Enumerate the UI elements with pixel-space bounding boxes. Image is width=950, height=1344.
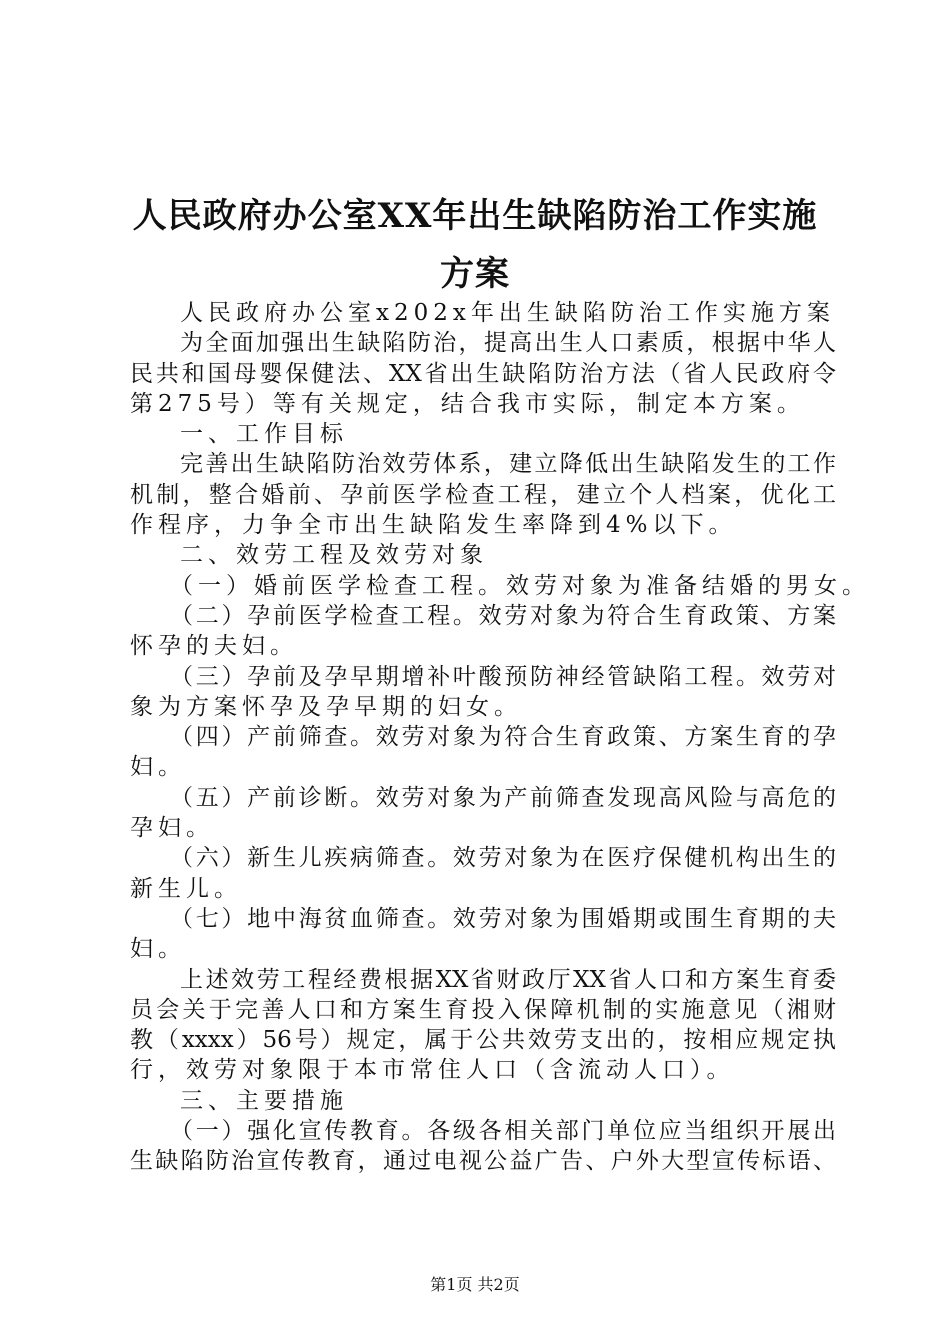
text-line: （五）产前诊断。效劳对象为产前筛查发现高风险与高危的 bbox=[170, 784, 836, 811]
text-line: 孕妇。 bbox=[130, 815, 214, 842]
text-line: （七）地中海贫血筛查。效劳对象为围婚期或围生育期的夫 bbox=[170, 905, 836, 932]
text-line: （一）婚前医学检查工程。效劳对象为准备结婚的男女。 bbox=[170, 572, 870, 599]
text-line: 作程序，力争全市出生缺陷发生率降到4%以下。 bbox=[130, 512, 737, 539]
text-line: （二）孕前医学检查工程。效劳对象为符合生育政策、方案 bbox=[170, 602, 836, 629]
text-line: 新生儿。 bbox=[130, 875, 242, 902]
text-line: （四）产前筛查。效劳对象为符合生育政策、方案生育的孕 bbox=[170, 724, 836, 751]
text-line: 为全面加强出生缺陷防治，提高出生人口素质，根据中华人 bbox=[180, 330, 836, 357]
text-line: 民共和国母婴保健法、XX省出生缺陷防治方法（省人民政府令 bbox=[130, 360, 836, 387]
text-line: 第275号）等有关规定，结合我市实际，制定本方案。 bbox=[130, 390, 805, 417]
document-body bbox=[130, 298, 870, 1177]
text-line: 完善出生缺陷防治效劳体系，建立降低出生缺陷发生的工作 bbox=[180, 451, 836, 478]
text-line: 怀孕的夫妇。 bbox=[130, 633, 298, 660]
text-line: 员会关于完善人口和方案生育投入保障机制的实施意见（湘财 bbox=[130, 996, 836, 1023]
text-line: 妇。 bbox=[130, 936, 186, 963]
text-line: 二、效劳工程及效劳对象 bbox=[180, 542, 488, 569]
text-line: 三、主要措施 bbox=[180, 1087, 348, 1114]
page-footer: 第1页 共2页 bbox=[430, 1275, 520, 1294]
text-line: （一）强化宣传教育。各级各相关部门单位应当组织开展出 bbox=[170, 1118, 836, 1145]
text-line: 行，效劳对象限于本市常住人口（含流动人口）。 bbox=[130, 1057, 735, 1084]
text-line: （三）孕前及孕早期增补叶酸预防神经管缺陷工程。效劳对 bbox=[170, 663, 836, 690]
text-line: 教（xxxx）56号）规定，属于公共效劳支出的，按相应规定执 bbox=[130, 1027, 836, 1054]
text-line: 象为方案怀孕及孕早期的妇女。 bbox=[130, 693, 522, 720]
text-line: 生缺陷防治宣传教育，通过电视公益广告、户外大型宣传标语、 bbox=[130, 1148, 836, 1175]
document-title-line-2: 方案 bbox=[440, 254, 510, 294]
text-line: 机制，整合婚前、孕前医学检查工程，建立个人档案，优化工 bbox=[130, 481, 836, 508]
text-line: 一、工作目标 bbox=[180, 421, 348, 448]
document-title-line-1: 人民政府办公室XX年出生缺陷防治工作实施 bbox=[132, 196, 818, 236]
text-line: 上述效劳工程经费根据XX省财政厅XX省人口和方案生育委 bbox=[180, 966, 836, 993]
text-line: 妇。 bbox=[130, 754, 186, 781]
text-line: （六）新生儿疾病筛查。效劳对象为在医疗保健机构出生的 bbox=[170, 845, 836, 872]
text-line: 人民政府办公室x202x年出生缺陷防治工作实施方案 bbox=[180, 300, 835, 326]
